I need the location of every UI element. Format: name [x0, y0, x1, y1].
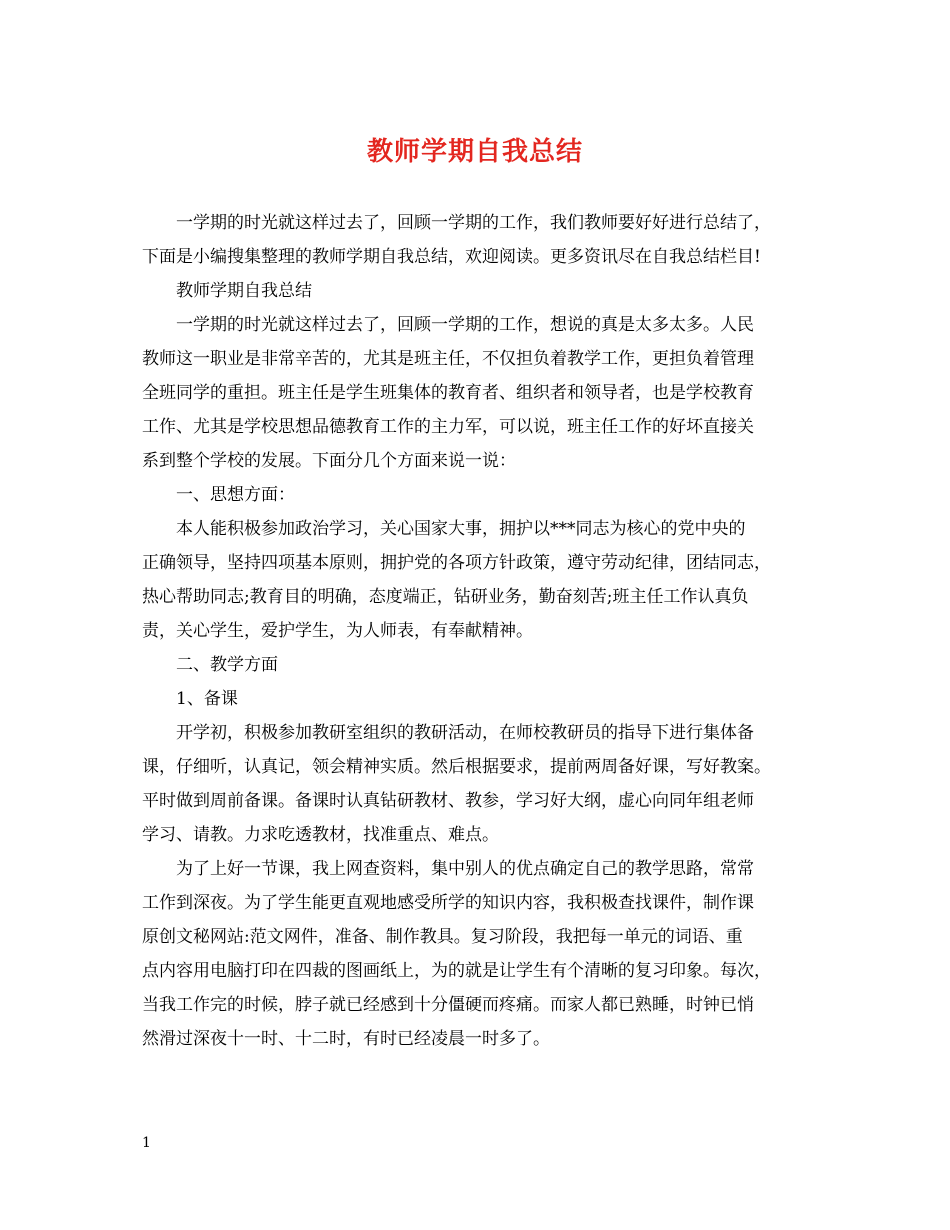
page-number: 1 [142, 1135, 151, 1151]
text-line: 热心帮助同志;教育目的明确，态度端正，钻研业务，勤奋刻苦;班主任工作认真负 [142, 587, 749, 607]
document-title: 教师学期自我总结 [366, 137, 583, 167]
text-line: 责，关心学生，爱护学生，为人师表，有奉献精神。 [142, 621, 533, 641]
text-line: 一学期的时光就这样过去了，回顾一学期的工作，我们教师要好好进行总结了， [176, 213, 771, 233]
text-line: 点内容用电脑打印在四裁的图画纸上，为的就是让学生有个清晰的复习印象。每次， [142, 961, 771, 981]
text-line: 全班同学的重担。班主任是学生班集体的教育者、组织者和领导者，也是学校教育 [142, 383, 754, 403]
text-line: 一学期的时光就这样过去了，回顾一学期的工作，想说的真是太多太多。人民 [176, 315, 754, 335]
text-line: 二、教学方面 [176, 655, 278, 675]
text-line: 为了上好一节课，我上网查资料，集中别人的优点确定自己的教学思路，常常 [176, 859, 754, 879]
text-line: 平时做到周前备课。备课时认真钻研教材、教参，学习好大纲，虚心向同年组老师 [142, 791, 754, 811]
text-line: 系到整个学校的发展。下面分几个方面来说一说： [142, 451, 516, 471]
text-line: 一、思想方面： [176, 485, 295, 505]
text-line: 课，仔细听，认真记，领会精神实质。然后根据要求，提前两周备好课，写好教案。 [142, 757, 771, 777]
text-line: 当我工作完的时候，脖子就已经感到十分僵硬而疼痛。而家人都已熟睡，时钟已悄 [142, 995, 754, 1015]
text-line: 1、备课 [176, 689, 238, 709]
text-line: 本人能积极参加政治学习，关心国家大事，拥护以***同志为核心的党中央的 [176, 519, 746, 539]
text-line: 教师学期自我总结 [176, 281, 312, 301]
document-body [142, 206, 814, 1056]
text-line: 开学初，积极参加教研室组织的教研活动，在师校教研员的指导下进行集体备 [176, 723, 754, 743]
text-line: 工作、尤其是学校思想品德教育工作的主力军，可以说，班主任工作的好坏直接关 [142, 417, 754, 437]
text-line: 教师这一职业是非常辛苦的，尤其是班主任，不仅担负着教学工作，更担负着管理 [142, 349, 754, 369]
text-line: 学习、请教。力求吃透教材，找准重点、难点。 [142, 825, 499, 845]
text-line: 原创文秘网站:范文网件，准备、制作教具。复习阶段，我把每一单元的词语、重 [142, 927, 743, 947]
text-line: 然滑过深夜十一时、十二时，有时已经凌晨一时多了。 [142, 1029, 550, 1049]
text-line: 工作到深夜。为了学生能更直观地感受所学的知识内容，我积极查找课件，制作课 [142, 893, 754, 913]
text-line: 下面是小编搜集整理的教师学期自我总结，欢迎阅读。更多资讯尽在自我总结栏目! [142, 247, 761, 267]
text-line: 正确领导，坚持四项基本原则，拥护党的各项方针政策，遵守劳动纪律，团结同志， [142, 553, 771, 573]
